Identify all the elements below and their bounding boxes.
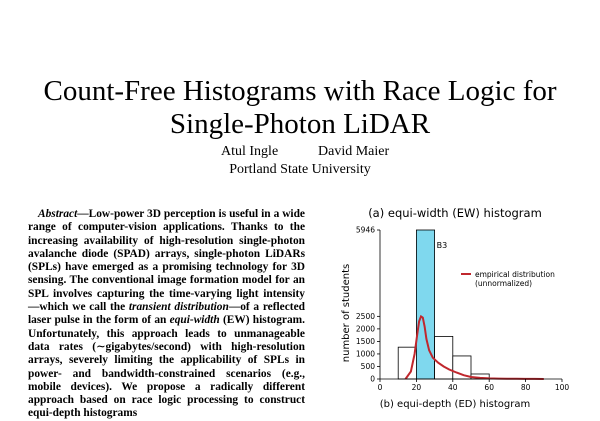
x-tick-label: 80 <box>520 383 531 392</box>
next-figure-caption: (b) equi-depth (ED) histogram <box>379 399 531 410</box>
author-affiliation: Portland State University <box>229 162 371 177</box>
abstract-emphasis-1: transient distribution <box>128 301 229 314</box>
y-axis-label: number of students <box>341 263 352 363</box>
abstract-label: Abstract <box>38 208 78 220</box>
abstract-text-3: (EW) histogram. Unfortunately, this approach leads to unmanageable data rates (∼gigabytes/second) with high-resolution arrays, severely limiting the applicability of SPLs in power- and bandwidth-constrained scenarios (e.g., mobile devices). We propose a radically different approach based on race logic processing to construct equi-depth histograms <box>28 314 305 420</box>
author-list <box>0 144 600 164</box>
histogram-chart <box>320 200 600 410</box>
y-tick-label: 0 <box>370 374 375 384</box>
abstract-text-1: Low-power 3D perception is useful in a wide range of computer-vision applications. Thanks to the increasing availability of high-resolution single-photon avalanche diode (SPAD) arrays, single-photon LiDARs (SPLs) have emerged as a promising technology for 3D sensing. The conventional image formation model for an SPL involves capturing the time-varying light intensity—which we call the <box>28 208 305 314</box>
y-tick-label: 500 <box>360 361 375 371</box>
author-name: David Maier <box>318 144 390 159</box>
chart-title: (a) equi-width (EW) histogram <box>368 206 542 220</box>
y-tick-label: 2500 <box>355 311 375 321</box>
y-tick-label: 5946 <box>355 225 375 235</box>
paper-title <box>0 75 600 141</box>
histogram-bar <box>435 336 453 379</box>
x-tick-label: 100 <box>554 383 570 392</box>
legend-text-line-2: (unnormalized) <box>475 279 533 288</box>
legend-text-line-1: empirical distribution <box>475 270 555 279</box>
abstract-text-2: —of a reflected laser pulse in the form of an <box>28 301 305 327</box>
histogram-figure <box>320 200 600 410</box>
y-tick-label: 1000 <box>355 349 375 359</box>
title-line-2: Single-Photon LiDAR <box>169 108 431 141</box>
abstract <box>28 208 305 421</box>
abstract-dash: — <box>77 208 89 220</box>
y-tick-label: 1500 <box>355 336 375 346</box>
bin-label-b3: B3 <box>436 241 448 250</box>
x-tick-label: 60 <box>484 383 494 392</box>
x-tick-label: 20 <box>411 383 422 392</box>
abstract-emphasis-2: equi-width <box>169 314 220 327</box>
x-tick-label: 0 <box>377 383 383 392</box>
title-line-1: Count-Free Histograms with Race Logic for <box>43 75 557 108</box>
author-name: Atul Ingle <box>221 144 279 159</box>
x-tick-label: 40 <box>448 383 458 392</box>
y-tick-label: 2000 <box>355 324 375 334</box>
